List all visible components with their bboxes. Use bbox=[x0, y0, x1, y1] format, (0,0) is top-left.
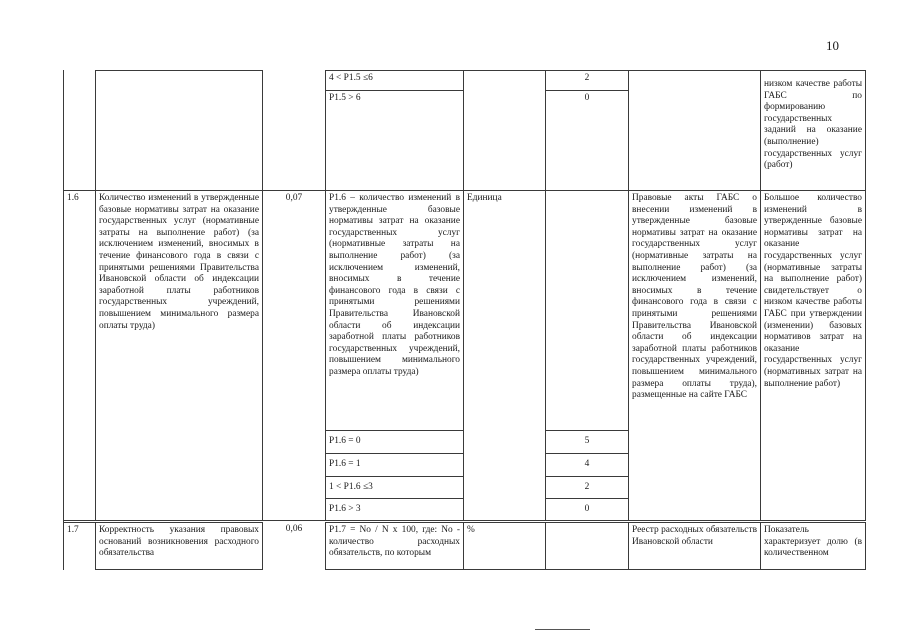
row-1-7-note: Показатель характеризует долю (в количественном bbox=[760, 522, 866, 570]
cont-name-cell bbox=[95, 70, 263, 191]
cont-condition-1: 4 < P1.5 ≤6 bbox=[325, 70, 464, 91]
cont-source-cell bbox=[628, 70, 761, 191]
row-1-6-condition-4: P1.6 > 3 bbox=[325, 498, 464, 521]
row-1-6-score-1: 5 bbox=[545, 430, 629, 454]
cont-unit-cell bbox=[463, 70, 546, 191]
cont-score-2: 0 bbox=[545, 90, 629, 191]
row-1-7-name: Корректность указания правовых оснований возникновения расходного обязательства bbox=[95, 522, 263, 570]
row-1-6-source: Правовые акты ГАБС о внесении изменений в утвержденные базовые нормативы затрат на оказание государственных услуг (нормативные затраты на выполнение работ) (за исключением изменений, вносимых в течение финансового года в связи с принятыми решениями Правительства Ивановской области об индексации заработной платы работников государственных учреждений, повышением минимального размера оплаты труда), размещенные на сайте ГАБС bbox=[628, 190, 761, 521]
cont-note: низком качестве работы ГАБС по формированию государственных заданий на оказание (выполнение) государственных услуг (работ) bbox=[760, 70, 866, 191]
footer-divider bbox=[535, 629, 590, 630]
row-1-7-formula: P1.7 = No / N x 100, где: No - количество расходных обязательств, по которым bbox=[325, 522, 464, 570]
row-1-6-weight: 0,07 bbox=[262, 190, 326, 521]
row-1-7-unit: % bbox=[463, 522, 546, 570]
row-1-6-condition-3: 1 < P1.6 ≤3 bbox=[325, 476, 464, 499]
cont-condition-2: P1.5 > 6 bbox=[325, 90, 464, 191]
row-1-6-score-blank bbox=[545, 190, 629, 431]
row-1-7-weight: 0,06 bbox=[285, 524, 303, 534]
row-1-7-source: Реестр расходных обязательств Ивановской области bbox=[628, 522, 761, 570]
row-1-6-condition-2: P1.6 = 1 bbox=[325, 453, 464, 477]
page-number: 10 bbox=[826, 38, 839, 53]
row-1-7-number: 1.7 bbox=[63, 522, 96, 570]
row-1-6-number: 1.6 bbox=[63, 190, 96, 521]
row-1-6-score-2: 4 bbox=[545, 453, 629, 477]
row-1-7-score bbox=[545, 522, 629, 570]
row-1-6-name: Количество изменений в утвержденные базовые нормативы затрат на оказание государственных услуг (нормативные затраты на выполнение работ) (за исключением изменений, вносимых в течение финансового года в связи с принятыми решениями Правительства Ивановской области об индексации заработной платы работников государственных учреждений, повышением минимального размера оплаты труда) bbox=[95, 190, 263, 521]
row-1-6-score-3: 2 bbox=[545, 476, 629, 499]
row-1-6-score-4: 0 bbox=[545, 498, 629, 521]
row-1-6-condition-1: P1.6 = 0 bbox=[325, 430, 464, 454]
row-1-6-formula: P1.6 – количество изменений в утвержденные базовые нормативы затрат на оказание государственных услуг (нормативные затраты на выполнение работ) (за исключением изменений, вносимых в течение финансового года в связи с принятыми решениями Правительства Ивановской области об индексации заработной платы работников государственных учреждений, повышением минимального размера оплаты труда) bbox=[325, 190, 464, 431]
cont-score-1: 2 bbox=[545, 70, 629, 91]
row-1-6-unit: Единица bbox=[463, 190, 546, 521]
row-1-6-note: Большое количество изменений в утвержденные базовые нормативы затрат на оказание государственных услуг (нормативные затраты на выполнение работ) свидетельствует о низком качестве работы ГАБС при утверждении (изменении) базовых нормативов затрат на оказание государственных услуг (нормативных затрат на выполнение работ) bbox=[760, 190, 866, 521]
